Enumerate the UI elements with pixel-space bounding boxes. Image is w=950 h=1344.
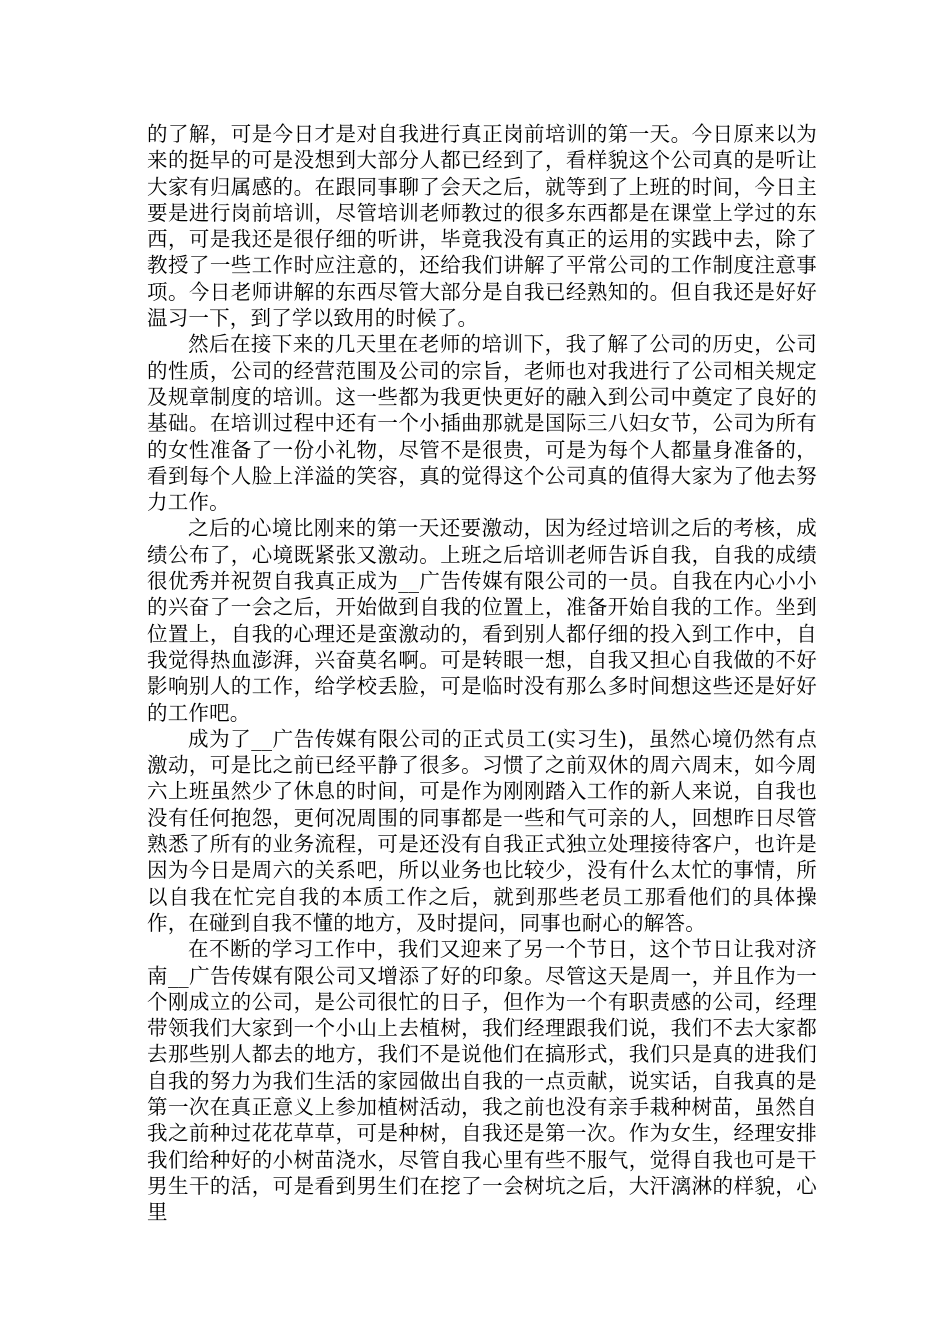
paragraph-3: 之后的心境比刚来的第一天还要激动，因为经过培训之后的考核，成绩公布了，心境既紧张又激动。上班之后培训老师告诉自我，自我的成绩很优秀并祝贺自我真正成为__广告传媒有限公司的一员。自我在内心小小的兴奋了一会之后，开始做到自我的位置上，准备开始自我的工作。坐到位置上，自我的心理还是蛮激动的，看到别人都仔细的投入到工作中，自我觉得热血澎湃，兴奋莫名啊。可是转眼一想，自我又担心自我做的不好影响别人的工作，给学校丢脸，可是临时没有那么多时间想这些还是好好的工作吧。: [147, 516, 817, 725]
body-text: [147, 121, 817, 1225]
paragraph-4: 成为了__广告传媒有限公司的正式员工(实习生)，虽然心境仍然有点激动，可是比之前已经平静了很多。习惯了之前双休的周六周末，如今周六上班虽然少了休息的时间，可是作为刚刚踏入工作的新人来说，自我也没有任何抱怨，更何况周围的同事都是一些和气可亲的人，回想昨日尽管熟悉了所有的业务流程，可是还没有自我正式独立处理接待客户，也许是因为今日是周六的关系吧，所以业务也比较少，没有什么太忙的事情，所以自我在忙完自我的本质工作之后，就到那些老员工那看他们的具体操作，在碰到自我不懂的地方，及时提问，同事也耐心的解答。: [147, 726, 817, 935]
paragraph-1: 的了解，可是今日才是对自我进行真正岗前培训的第一天。今日原来以为来的挺早的可是没想到大部分人都已经到了，看样貌这个公司真的是听让大家有归属感的。在跟同事聊了会天之后，就等到了上班的时间，今日主要是进行岗前培训，尽管培训老师教过的很多东西都是在课堂上学过的东西，可是我还是很仔细的听讲，毕竟我没有真正的运用的实践中去，除了教授了一些工作时应注意的，还给我们讲解了平常公司的工作制度注意事项。今日老师讲解的东西尽管大部分是自我已经熟知的。但自我还是好好温习一下，到了学以致用的时候了。: [147, 122, 817, 331]
paragraph-5: 在不断的学习工作中，我们又迎来了另一个节日，这个节日让我对济南__广告传媒有限公司又增添了好的印象。尽管这天是周一，并且作为一个刚成立的公司，是公司很忙的日子，但作为一个有职责感的公司，经理带领我们大家到一个小山上去植树，我们经理跟我们说，我们不去大家都去那些别人都去的地方，我们不是说他们在搞形式，我们只是真的进我们自我的努力为我们生活的家园做出自我的一点贡献，说实话，自我真的是第一次在真正意义上参加植树活动，我之前也没有亲手栽种树苗，虽然自我之前种过花花草草，可是种树，自我还是第一次。作为女生，经理安排我们给种好的小树苗浇水，尽管自我心里有些不服气，觉得自我也可是干男生干的活，可是看到男生们在挖了一会树坑之后，大汗漓淋的样貌，心里: [147, 937, 817, 1225]
paragraph-2: 然后在接下来的几天里在老师的培训下，我了解了公司的历史，公司的性质，公司的经营范围及公司的宗旨，老师也对我进行了公司相关规定及规章制度的培训。这一些都为我更快更好的融入到公司中奠定了良好的基础。在培训过程中还有一个小插曲那就是国际三八妇女节，公司为所有的女性准备了一份小礼物，尽管不是很贵，可是为每个人都量身准备的，看到每个人脸上洋溢的笑容，真的觉得这个公司真的值得大家为了他去努力工作。: [147, 332, 817, 515]
